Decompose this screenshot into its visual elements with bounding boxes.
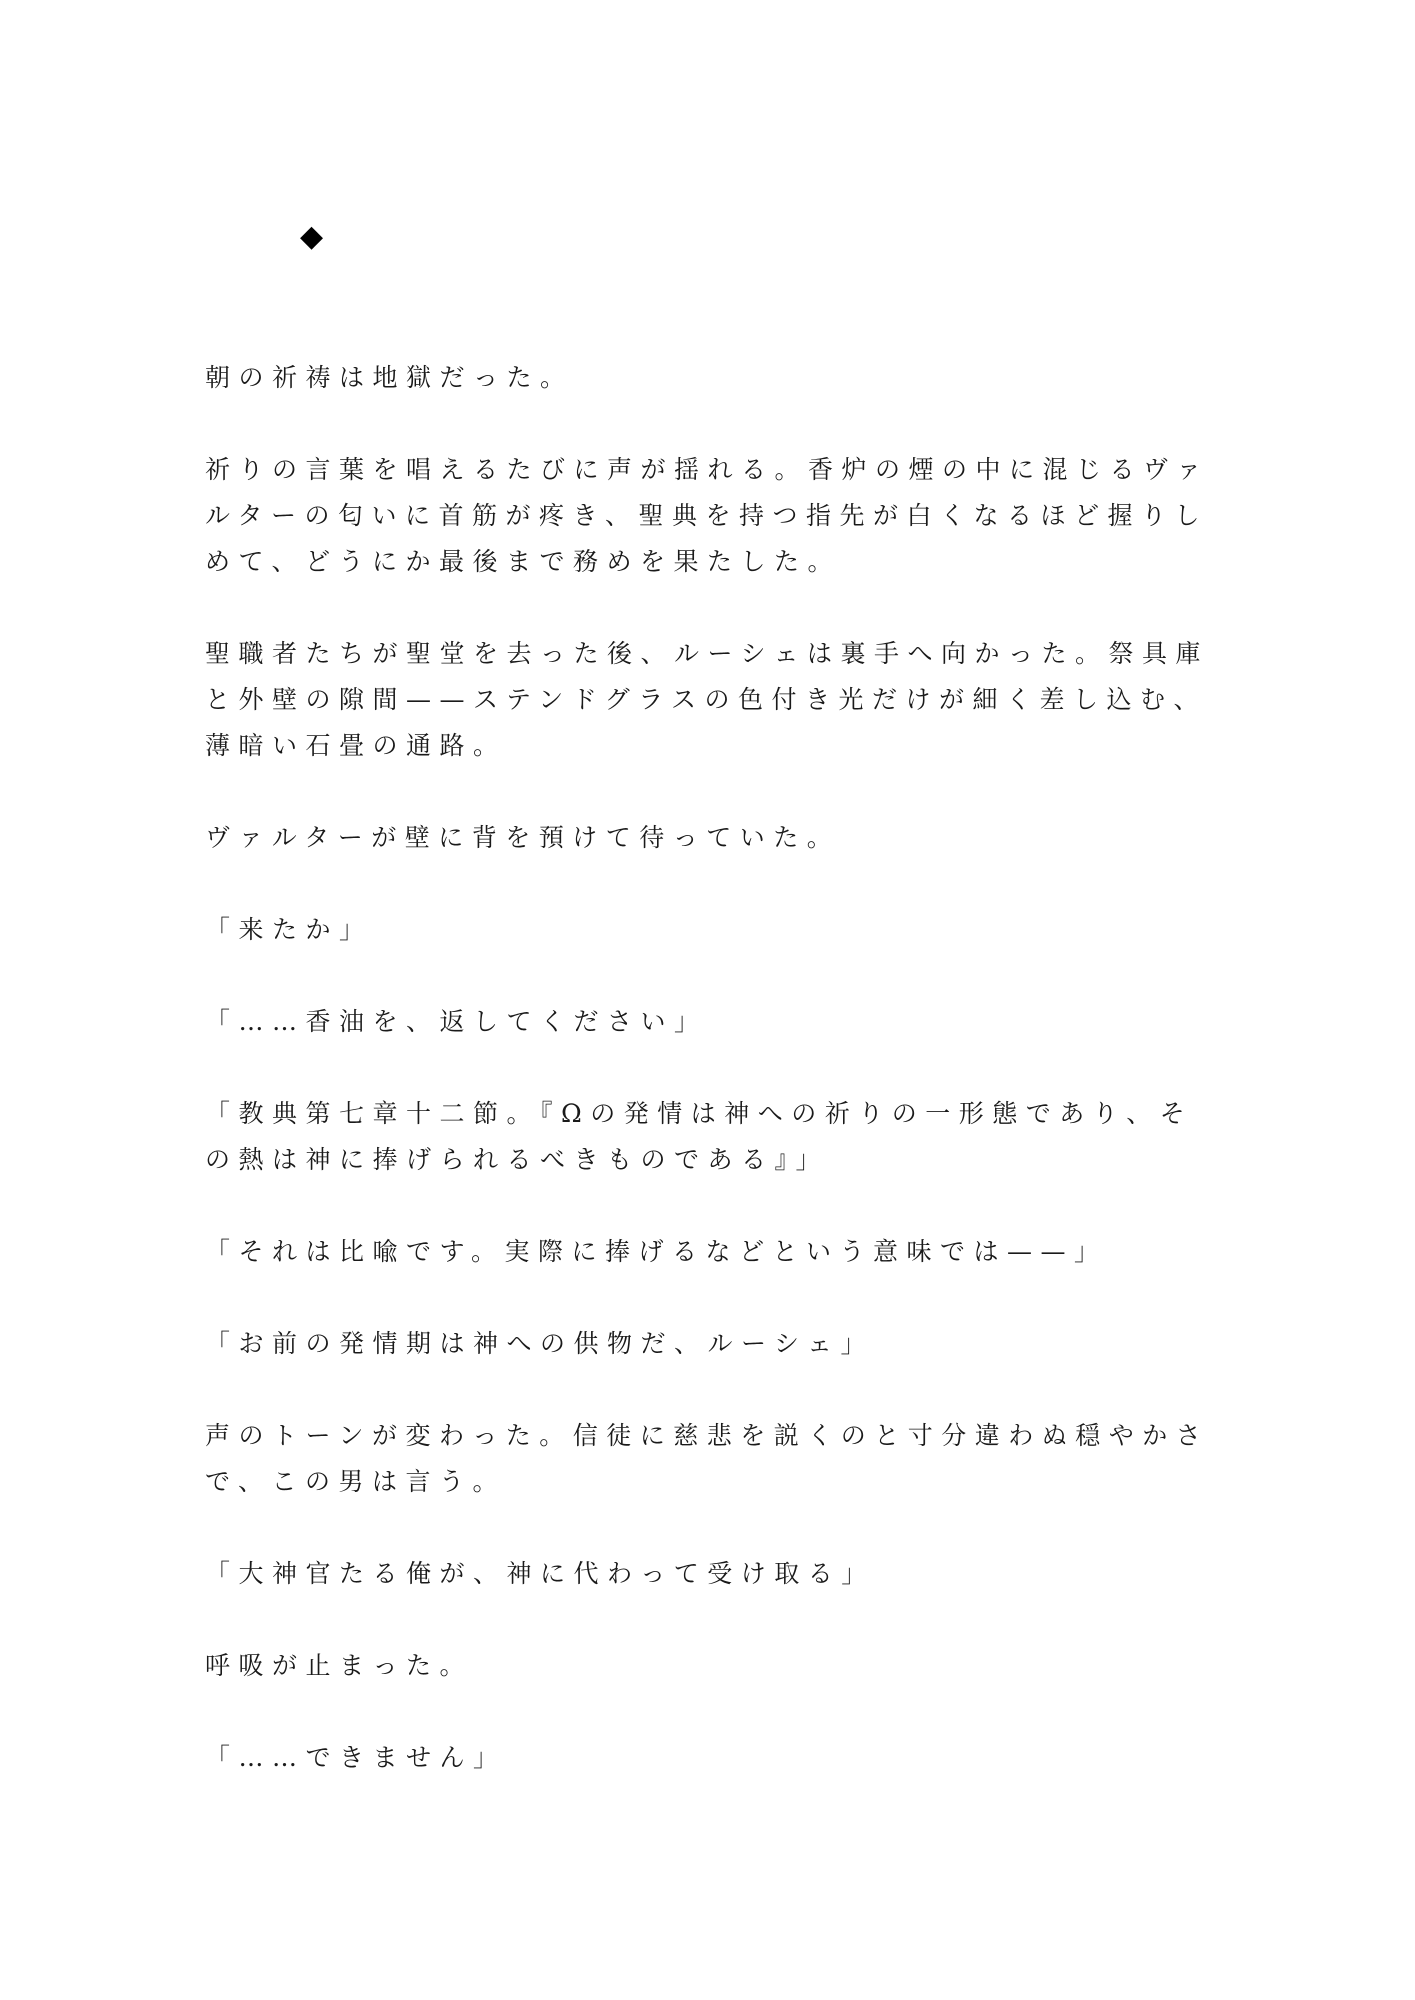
dialogue-paragraph xyxy=(205,1735,1180,1781)
text-line: 「……できません」 xyxy=(205,1743,507,1772)
text-line: 祈りの言葉を唱えるたびに声が揺れる。香炉の煙の中に混じるヴァ xyxy=(205,455,1210,484)
text-line: 朝の祈祷は地獄だった。 xyxy=(205,363,574,392)
text-line: と外壁の隙間——ステンドグラスの色付き光だけが細く差し込む、 xyxy=(205,685,1208,714)
text-line: 「来たか」 xyxy=(205,915,373,944)
text-line: 呼吸が止まった。 xyxy=(205,1651,474,1680)
text-line: 「それは比喩です。実際に捧げるなどという意味では——」 xyxy=(205,1237,1108,1266)
paragraph xyxy=(205,631,1210,769)
text-line: ヴァルターが壁に背を預けて待っていた。 xyxy=(205,823,841,852)
paragraph xyxy=(205,447,1210,585)
text-line: ルターの匂いに首筋が疼き、聖典を持つ指先が白くなるほど握りし xyxy=(205,501,1209,530)
text-line: 「お前の発情期は神への供物だ、ルーシェ」 xyxy=(205,1329,875,1358)
dialogue-paragraph xyxy=(205,1229,1180,1275)
text-line: 「大神官たる俺が、神に代わって受け取る」 xyxy=(205,1559,875,1588)
section-separator-diamond: ◆ xyxy=(300,219,324,254)
dialogue-paragraph xyxy=(205,1551,1180,1597)
dialogue-paragraph xyxy=(205,1321,1180,1367)
text-line: 「教典第七章十二節。『Ωの発情は神への祈りの一形態であり、そ xyxy=(205,1099,1194,1128)
text-line: 薄暗い石畳の通路。 xyxy=(205,731,507,760)
paragraph xyxy=(205,1643,1180,1689)
text-line: 「……香油を、返してください」 xyxy=(205,1007,708,1036)
text-line: めて、どうにか最後まで務めを果たした。 xyxy=(205,547,842,576)
dialogue-paragraph xyxy=(205,907,1180,953)
paragraph xyxy=(205,1413,1210,1505)
text-line: の熱は神に捧げられるべきものである』」 xyxy=(205,1145,830,1174)
paragraph xyxy=(205,355,1180,401)
text-line: 聖職者たちが聖堂を去った後、ルーシェは裏手へ向かった。祭具庫 xyxy=(205,639,1210,668)
paragraph xyxy=(205,815,1180,861)
dialogue-paragraph xyxy=(205,1091,1194,1183)
text-line: 声のトーンが変わった。信徒に慈悲を説くのと寸分違わぬ穏やかさ xyxy=(205,1421,1210,1450)
dialogue-paragraph xyxy=(205,999,1180,1045)
text-line: で、この男は言う。 xyxy=(205,1467,507,1496)
body-text xyxy=(205,355,1210,1781)
